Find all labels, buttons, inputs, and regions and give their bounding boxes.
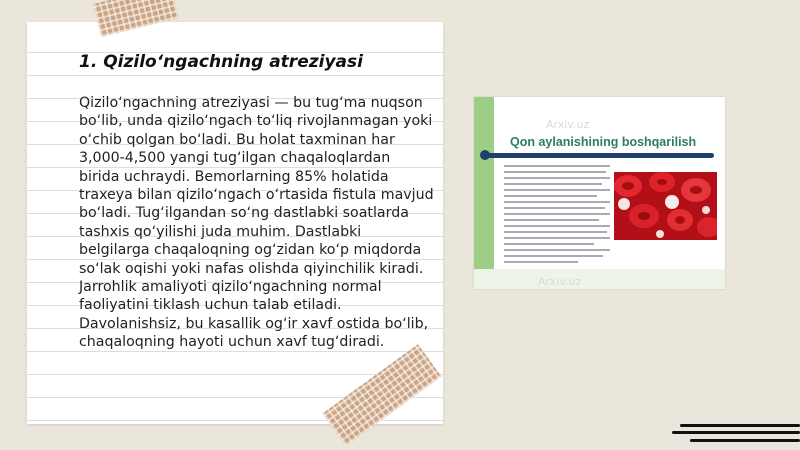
document-body: Qizilo‘ngachning atreziyasi — bu tug‘ma nuqson bo‘lib, unda qizilo‘ngach to‘liq rivojlanmagan yoki o‘chib qolgan bo‘ladi. Bu holat taxminan har 3,000-4,500 yangi tug‘ilgan chaqaloqlardan birida uchraydi. Bemorlarning 85% holatida traxeya bilan qizilo‘ngach o‘rtasida fistula mavjud bo‘ladi. Tug‘ilgandan so‘ng dastlabki soatlarda tashxis qo‘yilishi juda muhim. Dastlabki belgilarga chaqaloqning og‘zidan ko‘p miqdorda so‘lak oqishi yoki nafas olishda qiyinchilik kiradi. Jarrohlik amaliyoti qizilo‘ngachning normal faoliyatini tiklash uchun talab etiladi. Davolanishsiz, bu kasallik og‘ir xavf ostida bo‘lib, chaqaloqning hayoti uchun xavf tug‘diradi.	[79, 95, 434, 351]
slide-thumbnail	[474, 97, 725, 289]
slide-accent-bar	[474, 97, 494, 289]
decorative-line-2	[672, 431, 800, 434]
slide-text-block	[504, 165, 610, 267]
slide-footer-band	[474, 269, 725, 289]
document-title: 1. Qizilo‘ngachning atreziyasi	[79, 52, 363, 72]
slide-title-rule	[484, 153, 714, 158]
decorative-line-1	[680, 424, 800, 427]
watermark-top: Arxiv.uz	[546, 118, 590, 131]
slide-title: Qon aylanishining boshqarilish	[510, 135, 697, 149]
slide-rule-bullet	[480, 150, 490, 160]
decorative-line-3	[690, 439, 800, 442]
watermark-bottom: Arxiv.uz	[538, 275, 582, 288]
blood-cells-image	[614, 172, 717, 240]
